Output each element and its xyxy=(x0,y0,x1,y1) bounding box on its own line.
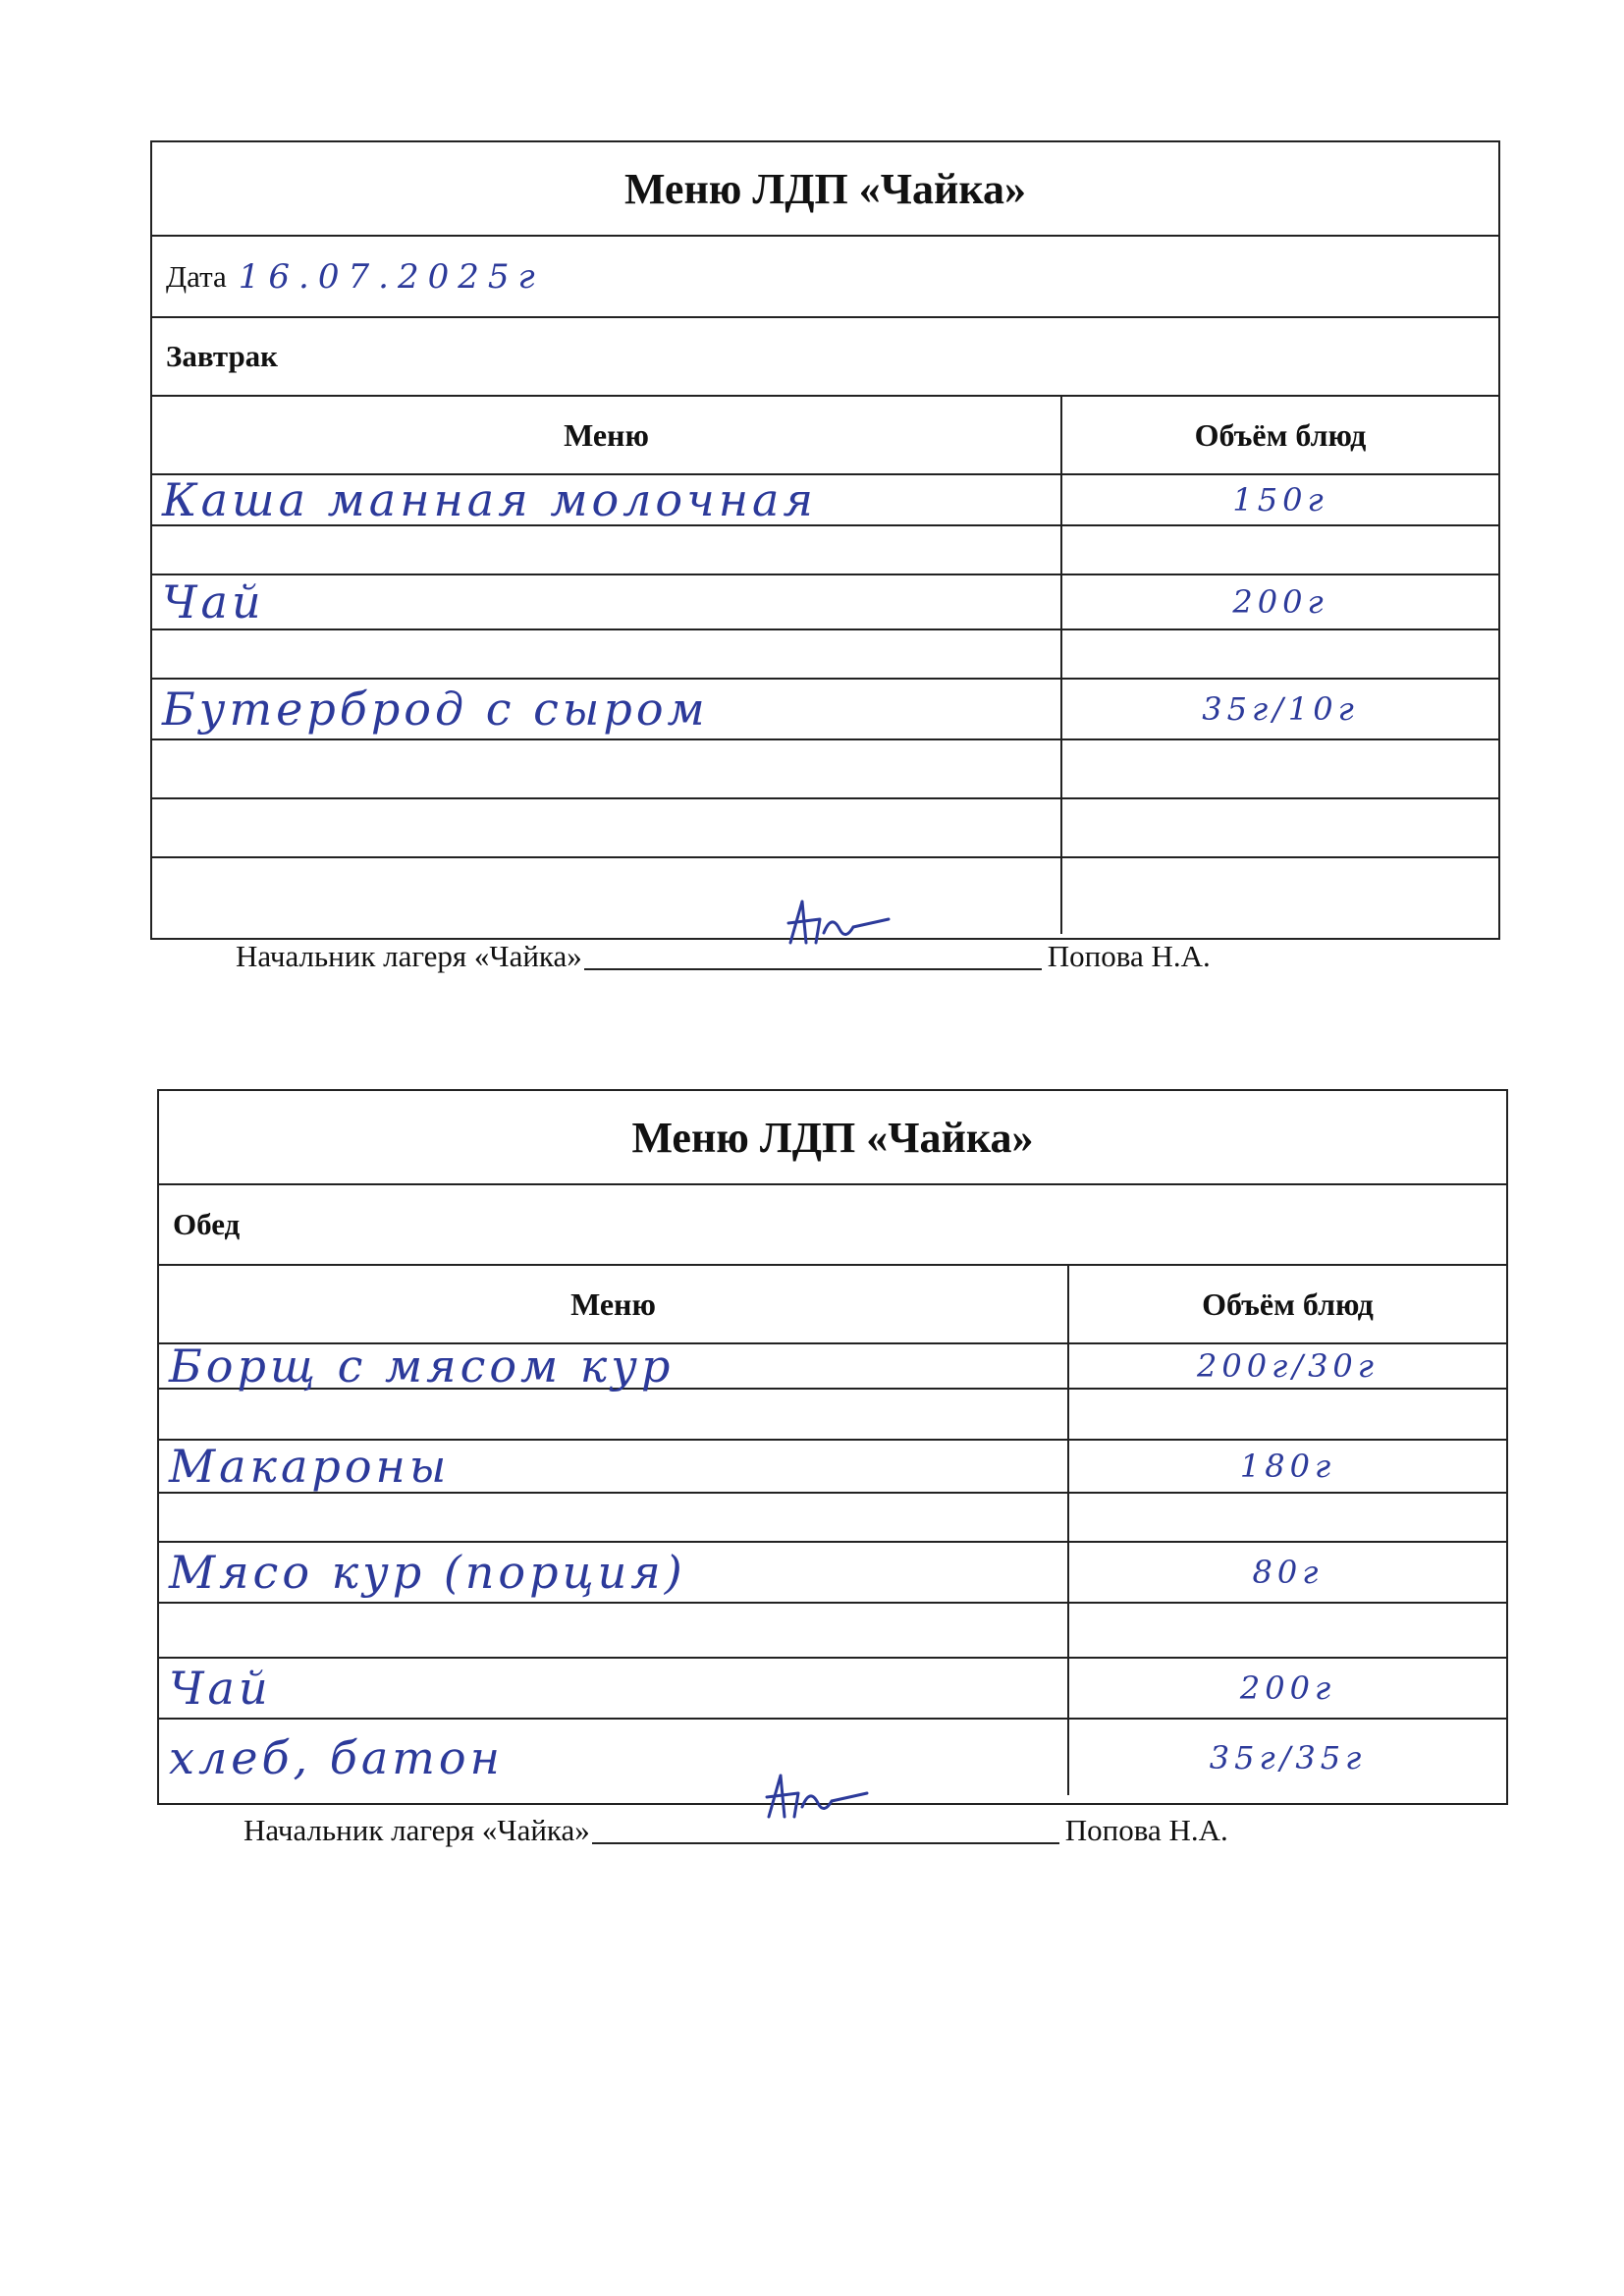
column-header-volume: Объём блюд xyxy=(1202,1285,1374,1322)
dish-volume: 200г/30г xyxy=(1197,1347,1379,1385)
column-header-menu: Меню xyxy=(152,397,1062,473)
table-row xyxy=(159,1339,1506,1393)
column-header-menu: Меню xyxy=(159,1266,1069,1342)
date-value: 16.07.2025г xyxy=(238,256,544,297)
dish-volume: 200г xyxy=(1239,1669,1336,1707)
meal-title: Обед xyxy=(159,1185,1506,1266)
table-row xyxy=(159,1390,1506,1441)
table-header xyxy=(152,397,1498,475)
table-row xyxy=(152,526,1498,575)
dish-volume: 150г xyxy=(1232,481,1328,519)
meal-title: Завтрак xyxy=(152,318,1498,397)
handwritten-signature xyxy=(759,1768,877,1827)
dish-name: Каша манная молочная xyxy=(162,473,817,526)
table-row xyxy=(159,1494,1506,1543)
dish-name: Бутерброд с сыром xyxy=(162,683,709,736)
menu-form-breakfast xyxy=(150,140,1500,940)
dish-name: Мясо кур (порция) xyxy=(169,1546,686,1599)
signature-name: Попова Н.А. xyxy=(1047,939,1211,973)
table-row xyxy=(152,799,1498,858)
signature-blank xyxy=(592,1807,1059,1844)
dish-name: Макароны xyxy=(169,1440,451,1493)
dish-name: Чай xyxy=(162,575,265,629)
table-row xyxy=(152,680,1498,740)
date-row xyxy=(152,237,1498,318)
table-row xyxy=(152,575,1498,630)
dish-volume: 200г xyxy=(1232,583,1328,621)
signature-line xyxy=(236,933,1211,974)
signature-line xyxy=(244,1807,1228,1848)
form-title: Меню ЛДП «Чайка» xyxy=(152,142,1498,237)
dish-name: хлеб, батон xyxy=(169,1730,504,1784)
table-row xyxy=(159,1543,1506,1604)
menu-form-lunch xyxy=(157,1089,1508,1805)
table-header xyxy=(159,1266,1506,1344)
signature-label: Начальник лагеря «Чайка» xyxy=(236,939,582,973)
table-row xyxy=(159,1659,1506,1720)
date-label: Дата xyxy=(166,258,227,294)
table-row xyxy=(159,1441,1506,1494)
table-row xyxy=(152,630,1498,680)
table-row xyxy=(152,740,1498,799)
signature-name: Попова Н.А. xyxy=(1064,1813,1228,1847)
table-row xyxy=(152,475,1498,526)
column-header-volume: Объём блюд xyxy=(1194,416,1367,453)
table-row xyxy=(159,1604,1506,1659)
dish-volume: 35г/10г xyxy=(1202,690,1359,728)
dish-volume: 180г xyxy=(1239,1448,1336,1485)
dish-volume: 80г xyxy=(1252,1554,1324,1591)
dish-name: Борщ с мясом кур xyxy=(169,1339,675,1393)
dish-name: Чай xyxy=(169,1662,272,1715)
dish-volume: 35г/35г xyxy=(1209,1738,1367,1777)
signature-label: Начальник лагеря «Чайка» xyxy=(244,1813,590,1847)
signature-blank xyxy=(584,933,1042,970)
handwritten-signature xyxy=(781,894,898,953)
form-title: Меню ЛДП «Чайка» xyxy=(159,1091,1506,1185)
